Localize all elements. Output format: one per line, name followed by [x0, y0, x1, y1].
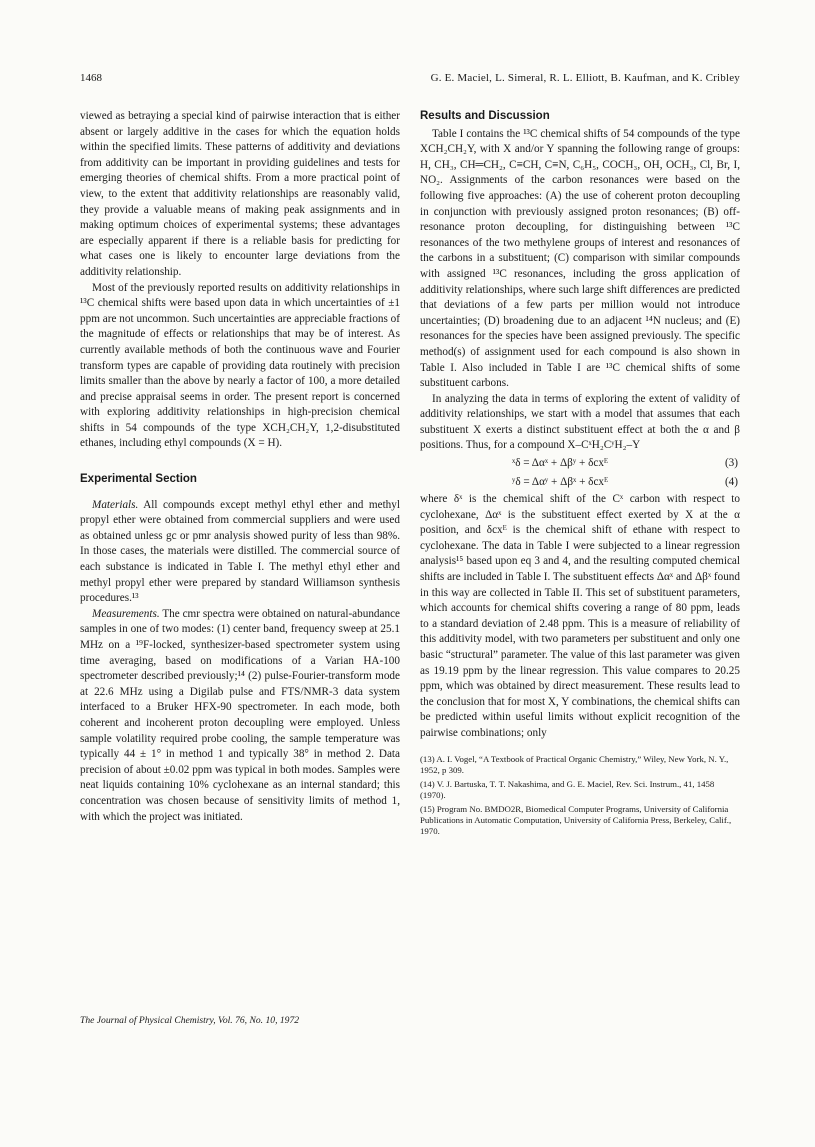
left-column [80, 109, 400, 825]
footnotes [420, 754, 740, 837]
paragraph-materials [80, 498, 400, 607]
equation-3 [420, 454, 740, 473]
paragraph-measurements [80, 607, 400, 825]
running-header [80, 72, 740, 88]
footnote-13: (13) A. I. Vogel, “A Textbook of Practical Organic Chemistry,” Wiley, New York, N. Y., 1952, p 309. [420, 753, 729, 775]
right-column [420, 109, 740, 840]
paragraph: where δˣ is the chemical shift of the Cˣ carbon with respect to cyclohexane, Δαˣ is the substituent effect exerted by X at the α position, and δcxᴱ is the chemical shift of ethane with respect to cyclohexane. The data in Table I were subjected to a linear regression analysis¹⁵ based upon eq 3 and 4, and the resulting computed chemical shifts are included in Table I. The substituent effects Δαˣ and Δβˣ found in this way are collected in Table II. This set of substituent parameters, which accounts for chemical shifts covering a range of 80 ppm, leads to a standard deviation of 2.48 ppm. This is a measure of reliability of this additivity model, with two parameters per substituent and only one basic “structural” parameter. The value of this last parameter was given as 19.19 ppm by the linear regression. This value compares to 20.25 ppm, which was obtained by direct measurement. These results lead to the conclusion that for most X, Y combinations, the chemical shifts can be predicted within useful limits without explicit recognition of the pairwise combinations; only [420, 493, 740, 739]
equation-number: (3) [724, 457, 738, 470]
measurements-text: The cmr spectra were obtained on natural-abundance samples in one of two modes: (1) center band, frequency sweep at 25.1 MHz on a ¹⁹F-locked, synthesizer-based spectrometer system using time averaging, based on modifications of a Varian HA-100 spectrometer described previously;¹⁴ (2) pulse-Fourier-transform mode at 22.6 MHz using a Digilab pulse and FTS/NMR-3 data system interfaced to a Bruker HFX-90 spectrometer. In each mode, both coherent and incoherent proton decoupling were employed. Unless sample volatility required probe cooling, the sample temperature was typically 44 ± 1° in method 1 and typically 38° in method 2. Data precision of about ±0.02 ppm was typical in both modes. Samples were neat liquids containing 10% cyclohexane as an internal standard; this concentration was chosen because of sensitivity limits of method 1, with which the project was initiated. [80, 607, 400, 823]
equation-4 [420, 473, 740, 492]
materials-text: All compounds except methyl ethyl ether and methyl propyl ether were obtained from commercial suppliers and were used as obtained unless gc or pmr analysis showed purity of less than 98%. In those cases, the materials were distilled. The commercial source of each substance is indicated in Table I. The methyl ethyl ether and methyl propyl ether were prepared by standard Williamson synthesis procedures.¹³ [80, 498, 400, 605]
equation-expression: ˣδ = Δαˣ + Δβʸ + δcxᴱ [512, 457, 609, 470]
footnote-15: (15) Program No. BMDO2R, Biomedical Computer Programs, University of California Publications in Automatic Computation, University of California Press, Berkeley, Calif., 1970. [420, 803, 732, 836]
runin-heading-measurements: Measurements. [92, 607, 160, 620]
footnote-14: (14) V. J. Bartuska, T. T. Nakashima, and G. E. Maciel, Rev. Sci. Instrum., 41, 1458 (1970). [420, 778, 715, 800]
journal-footer: The Journal of Physical Chemistry, Vol. 76, No. 10, 1972 [80, 1015, 300, 1026]
equation-expression: ʸδ = Δαʸ + Δβˣ + δcxᴱ [512, 476, 609, 489]
page-number: 1468 [80, 72, 102, 84]
section-heading-results: Results and Discussion [420, 110, 550, 122]
paragraph: viewed as betraying a special kind of pairwise interaction that is either absent or largely additive in the cases for which the equation holds within the specified limits. These patterns of additivity and deviations from additivity can be important in providing guidelines and tests for emerging theories of chemical shifts. From a more practical point of view, to the extent that additivity relationships are reasonably valid, they provide a valuable means of making peak assignments and in making optimum choices of experimental systems; these advantages are especially apparent if there is a reliable basis for predicting for what cases one is likely to encounter large deviations from the additivity relationship. [80, 110, 400, 278]
paragraph: Table I contains the ¹³C chemical shifts of 54 compounds of the type XCH₂CH₂Y, with X and/or Y spanning the following range of groups: H, CH₃, CH═CH₂, C≡CH, C≡N, C₆H₅, COCH₃, OH, OCH₃, Cl, Br, I, NO₂. Assignments of the carbon resonances were based on the following five approaches: (A) the use of coherent proton decoupling in conjunction with previously assigned proton resonances; (B) off-resonance proton decoupling, for distinguishing between ¹³C resonances of the two methylene groups of interest and resonances of the carbons in a substituent; (C) comparison with similar compounds with assigned ¹³C resonances, including the gross application of additivity relationships, where such large shift differences are predicted that deviations of a few parts per million would not introduce uncertainties; (D) broadening due to an adjacent ¹⁴N nucleus; and (E) resonances for the species have been assigned previously. The specific method(s) of assignment used for each compound is also shown in Table I. Also included in Table I are ¹³C chemical shifts of some substituent carbons. [420, 127, 740, 390]
equation-number: (4) [724, 476, 738, 489]
section-heading-experimental: Experimental Section [80, 473, 197, 486]
paragraph: Most of the previously reported results on additivity relationships in ¹³C chemical shifts were based upon data in which uncertainties of ±1 ppm are not uncommon. Such uncertainties are appreciable fractions of the magnitude of effects or relationships that may be of interest. As currently available methods of both the continuous wave and Fourier transform types are capable of providing data routinely with precision limits smaller than the above by nearly a factor of 100, a more detailed and precise appraisal seems in order. The present report is concerned with exploring additivity relationships in high-precision chemical shifts in 54 compounds of the type XCH₂CH₂Y, 1,2-disubstituted ethanes, including ethyl compounds (X = H). [80, 281, 400, 450]
runin-heading-materials: Materials. [92, 498, 139, 511]
author-line: G. E. Maciel, L. Simeral, R. L. Elliott, B. Kaufman, and K. Cribley [430, 72, 740, 84]
paragraph: In analyzing the data in terms of exploring the extent of validity of additivity relationships, we start with a model that assumes that each substituent X exerts a distinct substituent effect at both the α and β positions. Thus, for a compound X–CˣH₂CʸH₂–Y [420, 392, 740, 452]
